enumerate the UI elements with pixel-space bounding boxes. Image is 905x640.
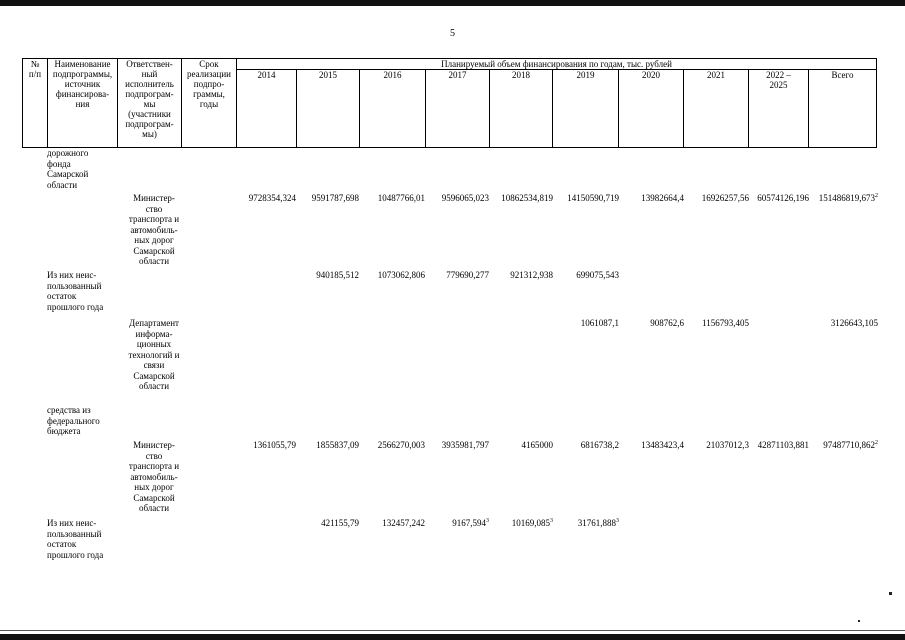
value-text: 132457,242 — [382, 518, 425, 528]
header-plan: Планируемый объем финансирования по годам, тыс. рублей — [237, 59, 877, 70]
value-text: 6816738,2 — [580, 440, 619, 450]
value-text: 9167,594 — [452, 518, 486, 528]
footnote-mark: 2 — [875, 440, 878, 446]
value-text: 97487710,862 — [823, 440, 875, 450]
value-text: 921312,938 — [510, 270, 553, 280]
value-cell — [729, 193, 809, 204]
value-text: 60574126,196 — [757, 193, 809, 203]
value-text: 1855837,09 — [316, 440, 359, 450]
footnote-mark: 3 — [616, 518, 619, 524]
value-text: 4165000 — [521, 440, 553, 450]
value-text: 16926257,56 — [701, 193, 749, 203]
row-name: дорожного фонда Самарской области — [47, 148, 89, 190]
value-text: 10487766,01 — [377, 193, 425, 203]
value-text: 940185,512 — [316, 270, 359, 280]
value-text: 9596065,023 — [441, 193, 489, 203]
header-name: Наименование подпрограммы, источник финансирова- ния — [48, 59, 118, 148]
footnote-mark: 2 — [875, 193, 878, 199]
value-text: 3935981,797 — [441, 440, 489, 450]
bottom-border-thin — [0, 630, 905, 631]
value-text: 9591787,698 — [311, 193, 359, 203]
value-text: 13483423,4 — [641, 440, 684, 450]
value-text: 10862534,819 — [501, 193, 553, 203]
value-cell — [798, 440, 878, 451]
header-year: 2022 – 2025 — [749, 70, 809, 148]
value-text: 3126643,105 — [830, 318, 878, 328]
header-term: Срок реализации подпро- граммы, годы — [182, 59, 237, 148]
header-year: 2014 — [237, 70, 297, 148]
value-text: 421155,79 — [321, 518, 359, 528]
header-year: 2017 — [426, 70, 490, 148]
top-border — [0, 0, 905, 6]
bottom-border — [0, 634, 905, 640]
value-text: 2566270,003 — [377, 440, 425, 450]
value-text: 1156793,405 — [702, 318, 749, 328]
value-text: 699075,543 — [576, 270, 619, 280]
value-text: 9728354,324 — [248, 193, 296, 203]
value-text: 14150590,719 — [567, 193, 619, 203]
value-cell — [669, 318, 749, 329]
header-year: 2015 — [297, 70, 360, 148]
value-text: 31761,888 — [577, 518, 616, 528]
value-text: 1073062,806 — [377, 270, 425, 280]
value-text: 151486819,673 — [818, 193, 875, 203]
row-name: средства из федерального бюджета — [47, 405, 100, 436]
value-text: 21037012,3 — [706, 440, 749, 450]
footnote-mark: 3 — [550, 518, 553, 524]
header-table — [22, 58, 877, 148]
scan-mark — [889, 592, 892, 595]
header-total: Всего — [809, 70, 877, 148]
value-cell — [539, 518, 619, 529]
value-text: 42871103,881 — [757, 440, 809, 450]
value-text: 1361055,79 — [253, 440, 296, 450]
header-year: 2020 — [619, 70, 684, 148]
value-text: 10169,085 — [511, 518, 550, 528]
header-year: 2019 — [553, 70, 619, 148]
value-text: 1061087,1 — [580, 318, 619, 328]
value-text: 13982664,4 — [641, 193, 684, 203]
scan-mark — [858, 620, 860, 622]
row-name: Из них неис- пользованный остаток прошлого года — [47, 270, 104, 312]
page-number: 5 — [450, 28, 455, 39]
footnote-mark: 3 — [486, 518, 489, 524]
row-name: Из них неис- пользованный остаток прошлого года — [47, 518, 104, 560]
header-year: 2016 — [360, 70, 426, 148]
row-executor: Министер- ство транспорта и автомобиль- ных дорог Самарской области — [128, 193, 180, 266]
row-executor: Министер- ство транспорта и автомобиль- ных дорог Самарской области — [128, 440, 180, 513]
header-year: 2018 — [490, 70, 553, 148]
row-executor: Департамент информа- ционных технологий и связи Самарской области — [128, 318, 180, 391]
header-year: 2021 — [684, 70, 749, 148]
header-num: № п/п — [23, 59, 48, 148]
value-text: 908762,6 — [650, 318, 684, 328]
value-text: 779690,277 — [446, 270, 489, 280]
value-cell — [798, 318, 878, 329]
value-cell — [798, 193, 878, 204]
value-cell — [539, 270, 619, 281]
header-executor: Ответствен- ный исполнитель подпрограм- мы (участники подпрограм- мы) — [118, 59, 182, 148]
value-cell — [729, 440, 809, 451]
